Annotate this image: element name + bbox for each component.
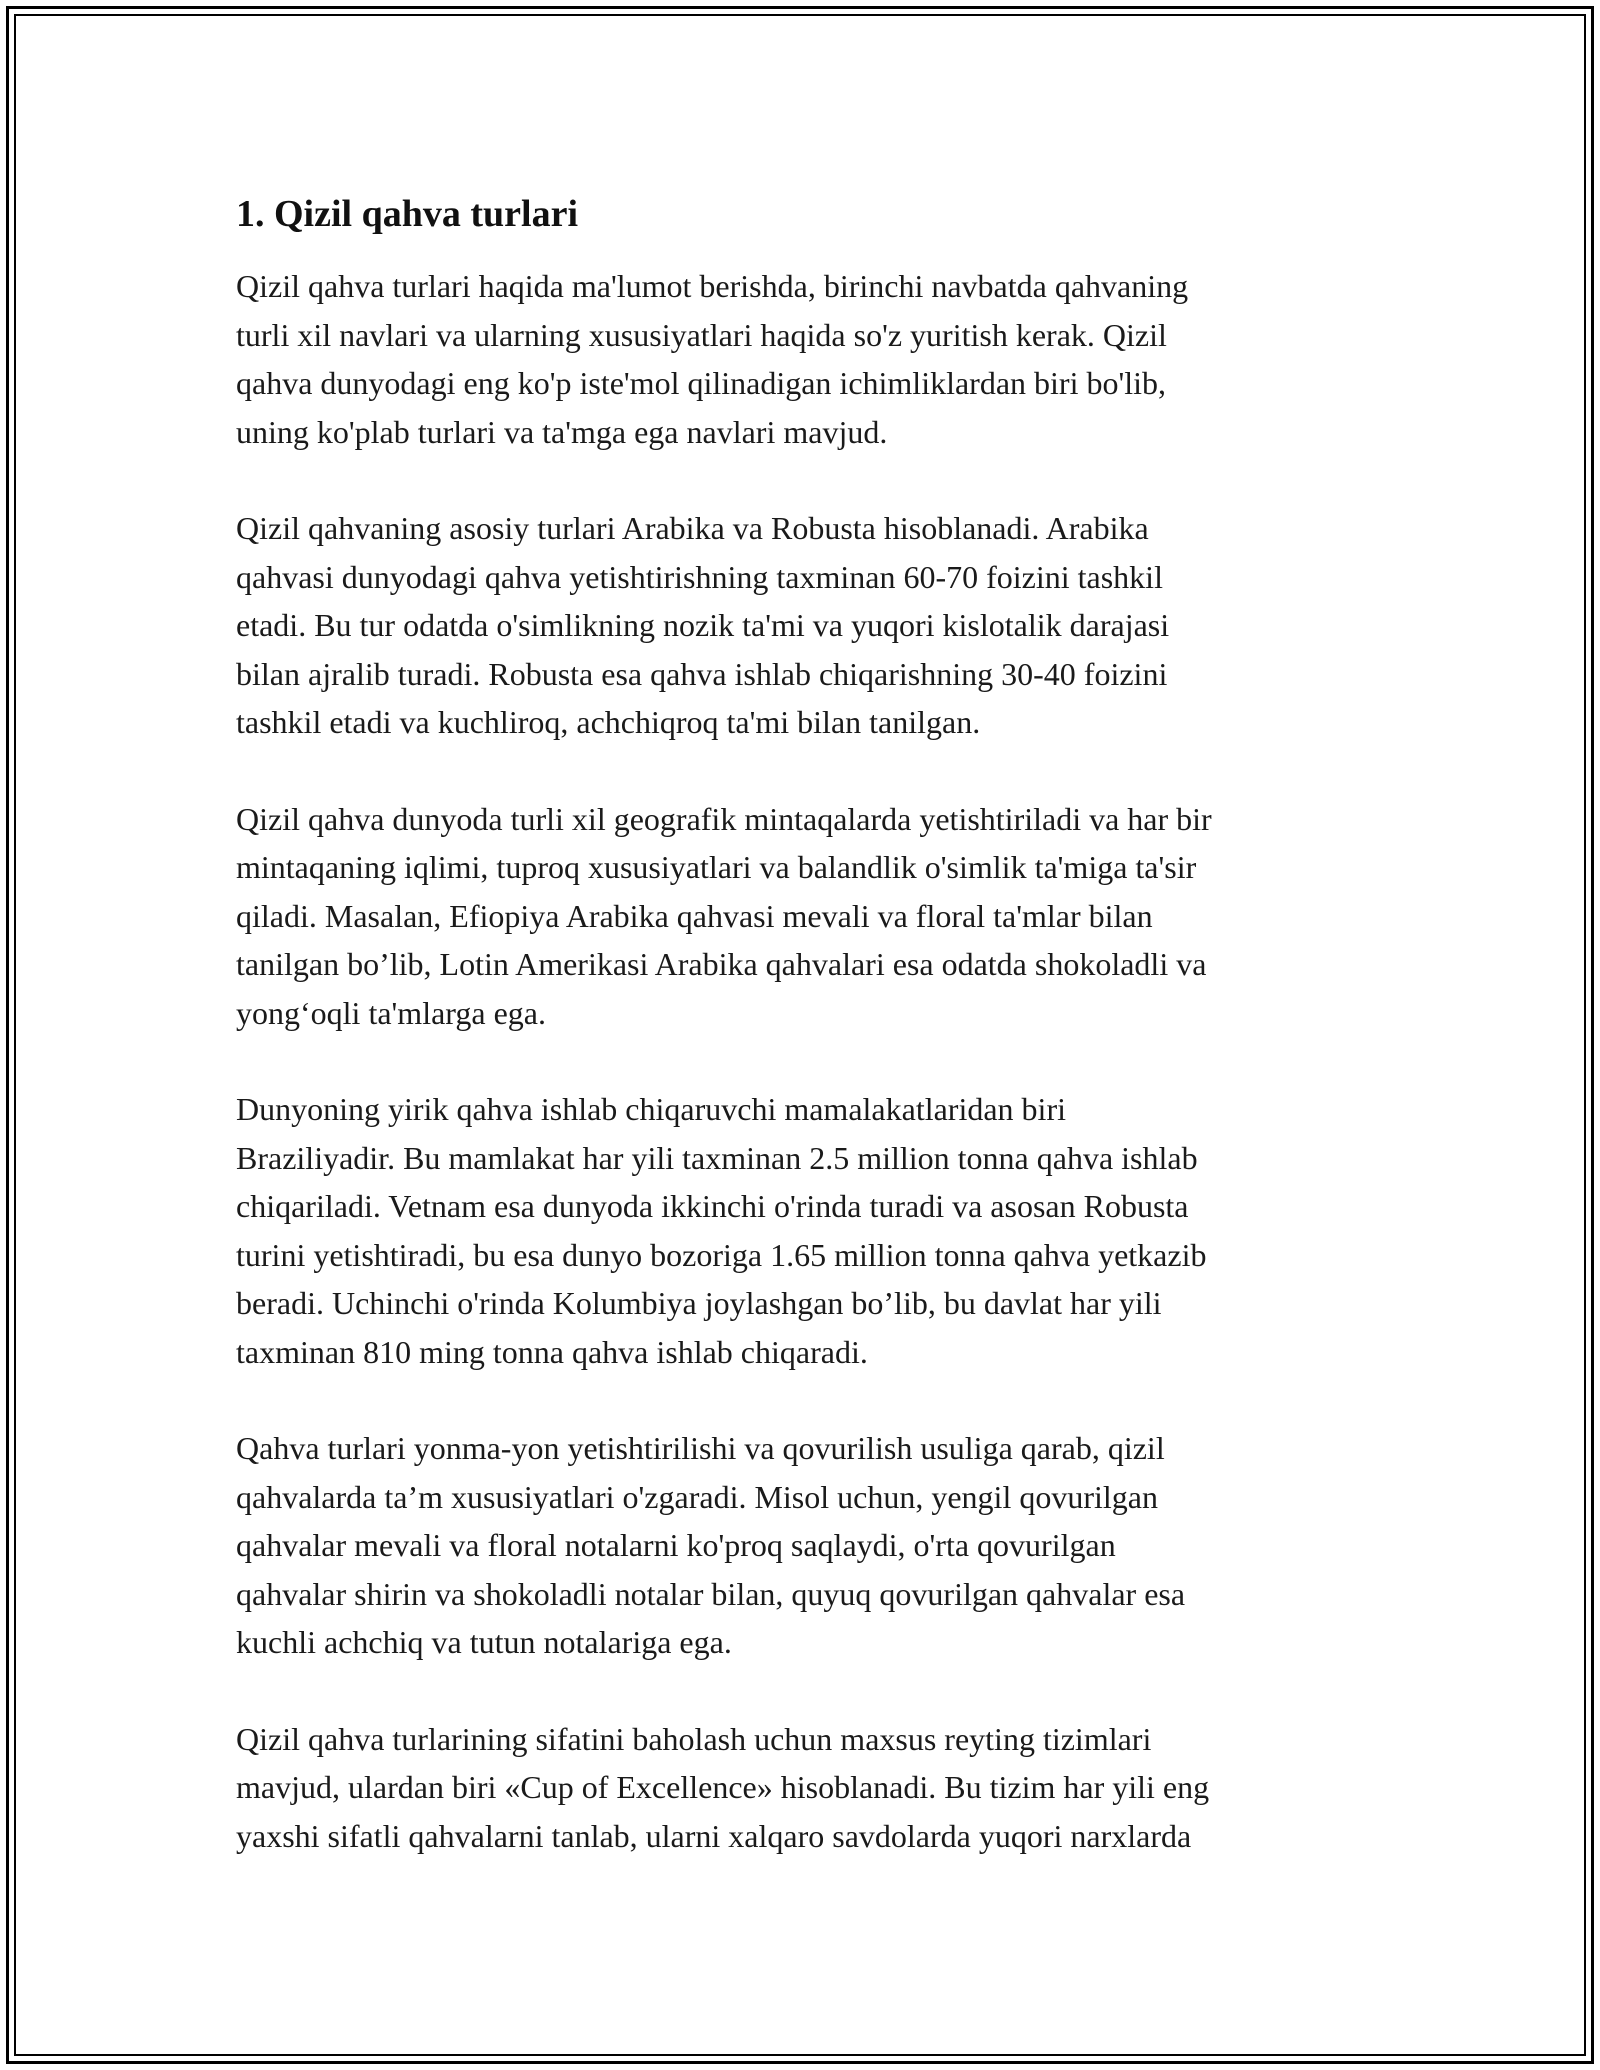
paragraph-line: qahvalarda ta’m xususiyatlari o'zgaradi. Misol uchun, yengil qovurilgan [236, 1478, 1158, 1515]
document-body [236, 188, 1366, 1908]
paragraph-line: turini yetishtiradi, bu esa dunyo bozoriga 1.65 million tonna qahva yetkazib [236, 1236, 1207, 1273]
paragraph-line: uning ko'plab turlari va ta'mga ega navlari mavjud. [236, 413, 888, 450]
paragraph-line: qahvalar shirin va shokoladli notalar bilan, quyuq qovurilgan qahvalar esa [236, 1575, 1186, 1612]
paragraph-line: Qahva turlari yonma-yon yetishtirilishi va qovurilish usuliga qarab, qizil [236, 1430, 1165, 1466]
paragraph-3 [236, 795, 1366, 1038]
paragraph-line: qahvasi dunyodagi qahva yetishtirishning taxminan 60-70 foizini tashkil [236, 558, 1163, 595]
paragraph-line: Dunyoning yirik qahva ishlab chiqaruvchi mamalakatlaridan biri [236, 1091, 1066, 1127]
paragraph-line: Qizil qahva dunyoda turli xil geografik mintaqalarda yetishtiriladi va har bir [236, 800, 1212, 837]
paragraph-line: qiladi. Masalan, Efiopiya Arabika qahvasi mevali va floral ta'mlar bilan [236, 897, 1153, 934]
paragraph-line: Braziliyadir. Bu mamlakat har yili taxminan 2.5 million tonna qahva ishlab [236, 1139, 1198, 1176]
paragraph-4 [236, 1085, 1366, 1376]
paragraph-line: yaxshi sifatli qahvalarni tanlab, ularni xalqaro savdolarda yuqori narxlarda [236, 1817, 1192, 1854]
paragraph-line: kuchli achchiq va tutun notalariga ega. [236, 1624, 732, 1660]
paragraph-2 [236, 504, 1366, 747]
paragraph-6 [236, 1715, 1366, 1861]
paragraph-line: tashkil etadi va kuchliroq, achchiqroq ta'mi bilan tanilgan. [236, 704, 981, 740]
paragraph-line: tanilgan bo’lib, Lotin Amerikasi Arabika qahvalari esa odatda shokoladli va [236, 946, 1207, 982]
section-heading: 1. Qizil qahva turlari [236, 193, 578, 235]
paragraph-line: beradi. Uchinchi o'rinda Kolumbiya joylashgan bo’lib, bu davlat har yili [236, 1285, 1162, 1321]
paragraph-line: bilan ajralib turadi. Robusta esa qahva ishlab chiqarishning 30-40 foizini [236, 655, 1168, 692]
paragraph-line: etadi. Bu tur odatda o'simlikning nozik ta'mi va yuqori kislotalik darajasi [236, 607, 1170, 643]
paragraph-line: yong‘oqli ta'mlarga ega. [236, 994, 546, 1031]
paragraph-line: Qizil qahvaning asosiy turlari Arabika va Robusta hisoblanadi. Arabika [236, 510, 1149, 546]
paragraph-1 [236, 262, 1366, 456]
paragraph-line: mavjud, ulardan biri «Cup of Excellence» hisoblanadi. Bu tizim har yili eng [236, 1769, 1210, 1805]
paragraph-line: mintaqaning iqlimi, tuproq xususiyatlari va balandlik o'simlik ta'miga ta'sir [236, 849, 1197, 885]
paragraph-line: qahva dunyodagi eng ko'p iste'mol qilinadigan ichimliklardan biri bo'lib, [236, 365, 1167, 401]
paragraph-line: turli xil navlari va ularning xususiyatlari haqida so'z yuritish kerak. Qizil [236, 316, 1167, 353]
paragraph-line: Qizil qahva turlarining sifatini baholash uchun maxsus reyting tizimlari [236, 1720, 1152, 1757]
paragraph-line: taxminan 810 ming tonna qahva ishlab chiqaradi. [236, 1333, 868, 1370]
paragraph-5 [236, 1424, 1366, 1667]
paragraph-line: qahvalar mevali va floral notalarni ko'proq saqlaydi, o'rta qovurilgan [236, 1527, 1116, 1563]
paragraph-line: Qizil qahva turlari haqida ma'lumot berishda, birinchi navbatda qahvaning [236, 268, 1189, 304]
paragraph-line: chiqariladi. Vetnam esa dunyoda ikkinchi o'rinda turadi va asosan Robusta [236, 1188, 1189, 1224]
